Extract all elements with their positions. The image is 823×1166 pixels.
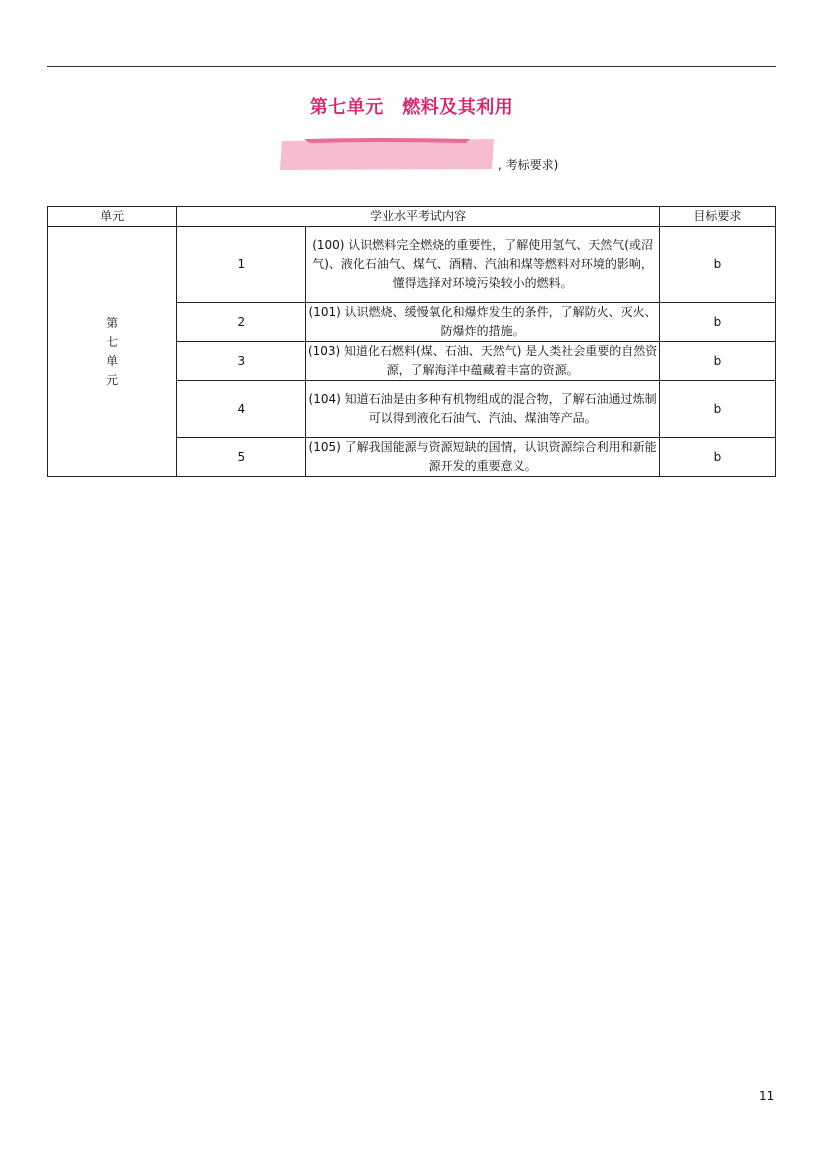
row-number: 5 (177, 438, 306, 477)
requirements-table (47, 206, 776, 477)
unit-char: 第 (106, 315, 119, 330)
table-row (48, 227, 776, 303)
row-target: b (659, 438, 775, 477)
banner-shape (280, 138, 496, 171)
row-content: (103) 知道化石燃料(煤、石油、天然气) 是人类社会重要的自然资源，了解海洋中蕴藏着丰富的资源。 (306, 342, 659, 381)
row-target: b (659, 342, 775, 381)
target-header: 目标要求 (659, 207, 775, 227)
page-title: 第七单元 燃料及其利用 (309, 97, 514, 118)
row-number: 2 (177, 303, 306, 342)
row-number: 4 (177, 381, 306, 438)
content-header: 学业水平考试内容 (177, 207, 660, 227)
row-target: b (659, 227, 775, 303)
unit-header: 单元 (48, 207, 177, 227)
row-content: (101) 认识燃烧、缓慢氧化和爆炸发生的条件，了解防火、灭火、防爆炸的措施。 (306, 303, 659, 342)
row-content: (100) 认识燃料完全燃烧的重要性，了解使用氢气、天然气(或沼气)、液化石油气、煤气、酒精、汽油和煤等燃料对环境的影响，懂得选择对环境污染较小的燃料。 (306, 227, 659, 303)
row-number: 1 (177, 227, 306, 303)
row-target: b (659, 303, 775, 342)
row-content: (104) 知道石油是由多种有机物组成的混合物，了解石油通过炼制可以得到液化石油气、汽油、煤油等产品。 (306, 381, 659, 438)
header-rule (47, 66, 776, 67)
row-number: 3 (177, 342, 306, 381)
table-header-row (48, 207, 776, 227)
unit-char: 元 (106, 372, 119, 387)
row-content: (105) 了解我国能源与资源短缺的国情，认识资源综合利用和新能源开发的重要意义。 (306, 438, 659, 477)
unit-char: 七 (106, 334, 119, 349)
unit-char: 单 (106, 353, 119, 368)
section-banner (280, 138, 496, 171)
unit-cell (48, 227, 177, 477)
page-number: 11 (759, 1089, 775, 1103)
banner-caption: , 考标要求) (498, 158, 559, 172)
row-target: b (659, 381, 775, 438)
